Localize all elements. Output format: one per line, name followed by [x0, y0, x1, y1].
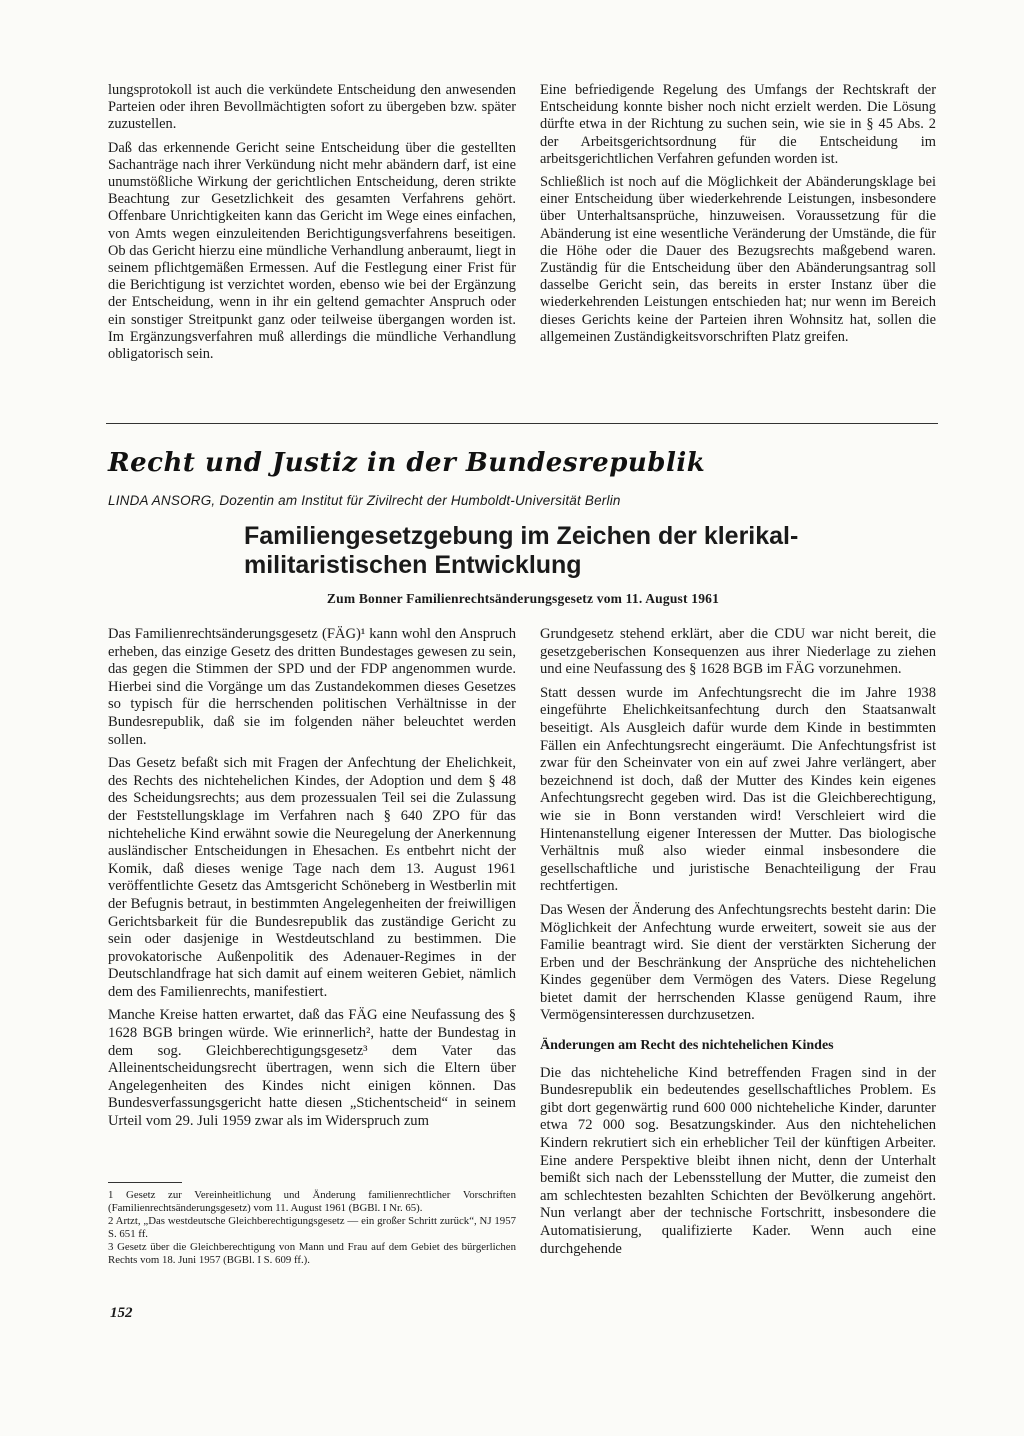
headline-line-1: Familiengesetzgebung im Zeichen der klerikal-	[244, 522, 799, 550]
page-number: 152	[110, 1305, 133, 1321]
paragraph: Die das nichteheliche Kind betreffenden Fragen sind in der Bundesrepublik ein bedeutendes gesellschaftliches Problem. Es gibt dort gegenwärtig rund 600 000 nichteheliche Kinder, darunter etwa 72 000 sog. Besatzungskinder. Aus den nichtehelichen Kindern rekrutiert sich ein erheblicher Teil der künftigen Arbeiter. Eine andere Perspektive bleibt ihnen nicht, denn der Unterhalt bemißt sich nach der Lebensstellung der Mutter, die zumeist den am schlechtesten bezahlten Schichten der Bevölkerung angehört. Nun verlangt aber der technische Fortschritt, insbesondere die Automatisierung, qualifizierte Kader. Wenn auch eine durchgehende	[540, 1064, 936, 1257]
article-subtitle: Zum Bonner Familienrechtsänderungsgesetz vom 11. August 1961	[326, 591, 720, 606]
footnote: 3 Gesetz über die Gleichberechtigung von Mann und Frau auf dem Gebiet des bürgerlichen Rechts vom 18. Juni 1957 (BGBl. I S. 609 ff.).	[108, 1241, 516, 1266]
paragraph: Eine befriedigende Regelung des Umfangs der Rechtskraft der Entscheidung konnte bisher noch nicht erzielt werden. Die Lösung dürfte etwa in der Richtung zu suchen sein, wie sie in § 45 Abs. 2 der Arbeitsgerichtsordnung für die Entscheidung im arbeitsgerichtlichen Verfahren gefunden worden ist.	[540, 82, 936, 167]
author-line: LINDA ANSORG, Dozentin am Institut für Zivilrecht der Humboldt-Universität Berlin	[108, 493, 621, 508]
paragraph: Grundgesetz stehend erklärt, aber die CDU war nicht bereit, die gesetzgeberischen Konsequenzen aus ihrer Niederlage zu ziehen und eine Neufassung des § 1628 BGB im FÄG vorzunehmen.	[540, 626, 936, 678]
footnote-rule	[108, 1182, 182, 1183]
footnotes	[108, 1182, 516, 1268]
paragraph: Das Gesetz befaßt sich mit Fragen der Anfechtung der Ehelichkeit, des Rechts des nichtehelichen Kindes, der Adoption und dem § 48 des Scheidungsrechts; aus dem prozessualen Teil sei die Zulassung der Feststellungsklage im Verfahren nach § 640 ZPO für das nichteheliche Kind erwähnt sowie die Neuregelung der Anerkennung ausländischer Entscheidungen in Ehesachen. Es entbehrt nicht der Komik, daß dieses wenige Tage nach dem 13. August 1961 veröffentlichte Gesetz das Amtsgericht Schöneberg in Westberlin mit der Befugnis betraut, in bestimmten Angelegenheiten der freiwilligen Gerichtsbarkeit für die Bundesrepublik das zuständige Gericht zu sein oder dasjenige in Westdeutschland zu bestimmen. Die provokatorische Außenpolitik des Adenauer-Regimes in der Deutschlandfrage hat sich damit auf einem weiteren Gebiet, nämlich dem des Familienrechts, manifestiert.	[108, 755, 516, 1000]
top-right-column	[540, 82, 936, 352]
paragraph: Daß das erkennende Gericht seine Entscheidung über die gestellten Sachanträge nach ihrer Verkündung nicht mehr abändern darf, ist eine unumstößliche Wirkung der gerichtlichen Entscheidung, deren strikte Beachtung zur Gesetzlichkeit des gesamten Verfahrens gehört. Offenbare Unrichtigkeiten kann das Gericht im Wege eines einfachen, von Amts wegen einzuleitenden Berichtigungsverfahrens beseitigen. Ob das Gericht hierzu eine mündliche Verhandlung anberaumt, liegt in seinem pflichtgemäßen Ermessen. Auf die Festlegung einer Frist für die Berichtigung ist verzichtet worden, ebenso wie bei der Ergänzung der Entscheidung, wenn in ihr ein geltend gemachter Anspruch oder ein sonstiger Streitpunkt ganz oder teilweise übergangen worden ist. Im Ergänzungsverfahren muß allerdings die mündliche Verhandlung obligatorisch sein.	[108, 139, 516, 363]
headline-line-2: militaristischen Entwicklung	[244, 551, 582, 579]
paragraph: lungsprotokoll ist auch die verkündete Entscheidung den anwesenden Parteien oder ihren Bevollmächtigten sofort zu übergeben bzw. später zuzustellen.	[108, 82, 516, 133]
subheading: Änderungen am Recht des nichtehelichen Kindes	[540, 1038, 834, 1054]
paragraph: Das Familienrechtsänderungsgesetz (FÄG)¹ kann wohl den Anspruch erheben, das einzige Gesetz des dritten Bundestages gewesen zu sein, das gegen die Stimmen der SPD und der FDP angenommen wurde. Hierbei sind die Vorgänge um das Zustandekommen dieses Gesetzes so typisch für die herrschenden politischen Verhältnisse in der Bundesrepublik, daß sie im folgenden näher beleuchtet werden sollen.	[108, 626, 516, 748]
top-left-column	[108, 82, 516, 369]
paragraph: Schließlich ist noch auf die Möglichkeit der Abänderungsklage bei einer Entscheidung über wiederkehrende Leistungen, insbesondere über Unterhaltsansprüche, hinzuweisen. Voraussetzung für die Abänderung ist eine wesentliche Veränderung der Umstände, die für die Höhe oder die Dauer des Bezugsrechts maßgebend waren. Zuständig für die Entscheidung über den Abänderungsantrag soll dasselbe Gericht sein, das bereits in erster Instanz über die wiederkehrenden Leistungen entschieden hat; nur wenn im Bereich dieses Gerichts keine der Parteien ihren Wohnsitz hat, sollen die allgemeinen Zuständigkeitsvorschriften Platz greifen.	[540, 174, 936, 345]
section-divider	[106, 423, 938, 424]
article-headline	[244, 522, 884, 580]
article-left-column	[108, 626, 516, 1137]
paragraph: Statt dessen wurde im Anfechtungsrecht die im Jahre 1938 eingeführte Ehelichkeitsanfechtung durch den Staatsanwalt beseitigt. Als Ausgleich dafür wurde dem Kinde in bestimmten Fällen ein Anfechtungsrecht eingeräumt. Die Anfechtungsfrist ist zwar für den Scheinvater von ein auf zwei Jahre verlängert, aber bezeichnend ist doch, daß der Mutter des Kindes kein eigenes Anfechtungsrecht gegeben wird. Das ist die Gleichberechtigung, wie sie in Bonn verstanden wird! Verschleiert wird die Hintenanstellung eigener Interessen der Mutter. Das biologische Verhältnis muß also wieder einmal insbesondere die gesellschaftliche und juristische Benachteiligung der Frau rechtfertigen.	[540, 684, 936, 895]
footnote: 1 Gesetz zur Vereinheitlichung und Änderung familienrechtlicher Vorschriften (Familienrechtsänderungsgesetz) vom 11. August 1961 (BGBl. I Nr. 65).	[108, 1189, 516, 1214]
section-title: Recht und Justiz in der Bundesrepublik	[108, 448, 706, 478]
paragraph: Das Wesen der Änderung des Anfechtungsrechts besteht darin: Die Möglichkeit der Anfechtung wurde erweitert, soweit sie aus der Familie beantragt wird. Sie dient der verstärkten Sicherung der Erben und der Beschränkung der Ansprüche des nichtehelichen Kindes gegenüber dem Vermögen des Vaters. Diese Regelung bietet damit der herrschenden Klasse genügend Raum, ihre Vermögensinteressen durchzusetzen.	[540, 901, 936, 1024]
article-right-column	[540, 626, 936, 1264]
footnote: 2 Artzt, „Das westdeutsche Gleichberechtigungsgesetz — ein großer Schritt zurück“, NJ 1957 S. 651 ff.	[108, 1215, 516, 1240]
paragraph: Manche Kreise hatten erwartet, daß das FÄG eine Neufassung des § 1628 BGB bringen würde. Wie erinnerlich², hatte der Bundestag in dem sog. Gleichberechtigungsgesetz³ dem Vater das Alleinentscheidungsrecht übertragen, wenn sich die Eltern über Angelegenheiten des Kindes nicht einigen können. Das Bundesverfassungsgericht hatte diesen „Stichentscheid“ in seinem Urteil vom 29. Juli 1959 zwar als im Widerspruch zum	[108, 1007, 516, 1130]
